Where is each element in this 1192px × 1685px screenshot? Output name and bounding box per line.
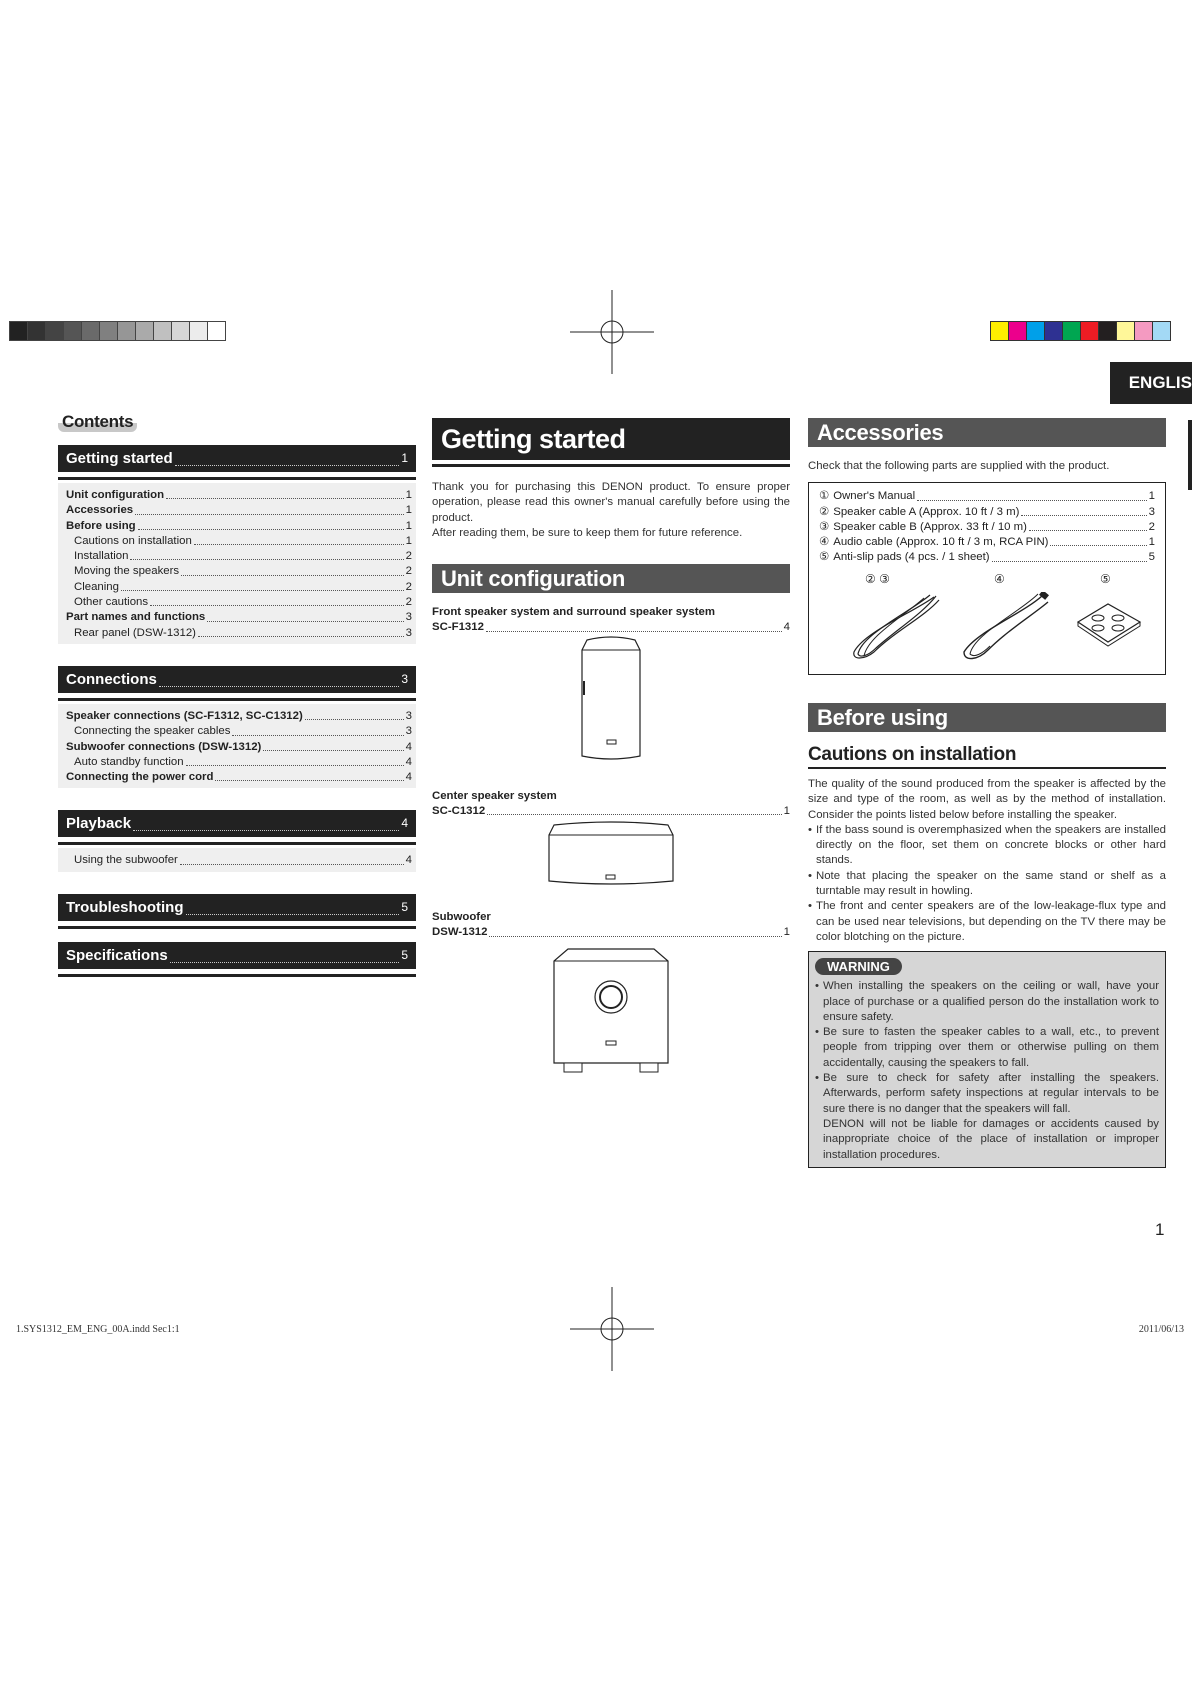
bullet-icon: • <box>808 869 812 882</box>
toc-page-number: 4 <box>405 854 412 867</box>
toc-item[interactable] <box>66 519 412 534</box>
dot-leader <box>181 575 404 576</box>
figure-label: ⑤ <box>1100 571 1111 586</box>
cautions-list <box>808 823 1166 945</box>
toc-section-heading[interactable] <box>58 942 416 974</box>
toc-item[interactable] <box>66 534 412 549</box>
registration-crosshair-icon <box>570 1287 654 1371</box>
color-swatch <box>990 321 1009 341</box>
toc-item[interactable] <box>66 755 412 770</box>
color-swatch <box>1080 321 1099 341</box>
dot-leader <box>180 864 404 865</box>
cautions-intro: The quality of the sound produced from the speaker is affected by the size and type of the room, as well as by the method of installation. Consider the points listed below before installing the speaker. <box>808 778 1166 821</box>
toc-item[interactable] <box>66 549 412 564</box>
unit-title: Subwoofer <box>432 911 491 924</box>
gray-swatch <box>99 321 118 341</box>
toc-item[interactable] <box>66 488 412 503</box>
accessory-number: ⑤ <box>819 551 830 564</box>
toc-page-number: 4 <box>405 771 412 784</box>
before-using-heading: Before using <box>808 703 1166 732</box>
accessory-label: Owner's Manual <box>833 490 916 503</box>
color-swatch <box>1062 321 1081 341</box>
accessory-label: Speaker cable B (Approx. 33 ft / 10 m) <box>833 520 1027 533</box>
warning-bullet <box>815 979 1159 1025</box>
unit-title: Front speaker system and surround speaker system <box>432 606 715 618</box>
dot-leader <box>186 900 400 915</box>
dot-leader <box>263 750 403 751</box>
dot-leader <box>215 780 403 781</box>
gray-swatch <box>135 321 154 341</box>
toc-section <box>58 894 416 926</box>
toc-section-label: Playback <box>66 815 132 833</box>
unit-model: DSW-1312 <box>432 926 488 939</box>
caution-bullet <box>808 823 1166 869</box>
toc-item-label: Cleaning <box>74 580 119 593</box>
caution-text: Note that placing the speaker on the same stand or shelf as a turntable may result in howling. <box>816 869 1166 898</box>
accessories-intro: Check that the following parts are supplied with the product. <box>808 460 1110 472</box>
gray-swatch <box>81 321 100 341</box>
side-tab-marker <box>1188 420 1192 490</box>
unit-qty: 1 <box>783 804 790 817</box>
getting-started-heading: Getting started <box>432 418 790 464</box>
toc-page-number: 2 <box>405 596 412 609</box>
dot-leader <box>198 636 404 637</box>
toc-section <box>58 942 416 974</box>
dot-leader <box>917 500 1146 501</box>
toc-item[interactable] <box>66 564 412 579</box>
dot-leader <box>1050 545 1146 546</box>
speaker-cable-icon <box>844 592 944 664</box>
toc-page-number: 4 <box>401 816 408 831</box>
toc-page-number: 5 <box>401 947 408 962</box>
color-swatch <box>1134 321 1153 341</box>
toc-page-number: 1 <box>405 504 412 517</box>
accessories-figure <box>819 572 1155 668</box>
toc-item-label: Unit configuration <box>66 489 165 501</box>
gray-swatch <box>153 321 172 341</box>
unit-configuration-section <box>432 564 790 1086</box>
toc-page-number: 3 <box>405 611 412 624</box>
toc-item[interactable] <box>66 580 412 595</box>
accessories-heading: Accessories <box>808 418 1166 447</box>
dot-leader <box>121 590 404 591</box>
dot-leader <box>170 948 400 963</box>
dot-leader <box>133 816 399 831</box>
toc-item-label: Moving the speakers <box>74 565 180 578</box>
accessory-label: Anti-slip pads (4 pcs. / 1 sheet) <box>833 551 990 564</box>
toc-item-label: Connecting the speaker cables <box>74 725 231 738</box>
toc-section <box>58 445 416 644</box>
accessories-list <box>808 482 1166 674</box>
accessory-number: ① <box>819 490 830 503</box>
toc-page-number: 3 <box>405 709 412 722</box>
intro-paragraph: Thank you for purchasing this DENON product. To ensure proper operation, please read this owner's manual carefully before using the product. <box>432 481 790 524</box>
caution-bullet <box>808 899 1166 945</box>
accessory-number: ② <box>819 505 830 518</box>
warning-badge: WARNING <box>815 958 902 975</box>
caution-text: If the bass sound is overemphasized when the speakers are installed directly on the floor, set them on concrete blocks or other hard stands. <box>816 823 1166 867</box>
toc-page-number: 4 <box>405 755 412 768</box>
toc-page-number: 3 <box>405 725 412 738</box>
gray-swatch <box>171 321 190 341</box>
bullet-icon: • <box>808 823 812 836</box>
unit-row <box>432 620 790 635</box>
color-swatch <box>1098 321 1117 341</box>
caution-bullet <box>808 869 1166 900</box>
toc-item[interactable] <box>66 853 412 868</box>
warning-text: When installing the speakers on the ceiling or wall, have your place of purchase or a qualified person do the installation work to ensure safety. <box>823 980 1159 1023</box>
unit-subwoofer <box>432 910 790 1086</box>
unit-model: SC-F1312 <box>432 621 484 634</box>
accessory-number: ④ <box>819 536 830 549</box>
dot-leader <box>1021 515 1146 516</box>
contents-title: Contents <box>58 412 137 432</box>
toc-item[interactable] <box>66 610 412 625</box>
toc-page-number: 4 <box>405 740 412 753</box>
toc-page-number: 1 <box>401 451 408 465</box>
toc-item-label: Accessories <box>66 504 134 517</box>
accessory-qty: 5 <box>1148 551 1155 564</box>
toc-page-number: 3 <box>401 671 408 686</box>
unit-configuration-heading: Unit configuration <box>432 564 790 593</box>
toc-item[interactable] <box>66 740 412 755</box>
accessory-item <box>819 550 1155 565</box>
accessory-label: Speaker cable A (Approx. 10 ft / 3 m) <box>833 505 1020 518</box>
toc-section-label: Connections <box>66 670 157 688</box>
toc-page-number: 1 <box>405 489 412 501</box>
toc-section-items <box>58 483 416 644</box>
unit-model: SC-C1312 <box>432 804 486 817</box>
toc-item-label: Part names and functions <box>66 611 206 624</box>
dot-leader <box>305 719 404 720</box>
color-swatch <box>1044 321 1063 341</box>
audio-cable-icon <box>954 592 1054 664</box>
gray-swatch <box>27 321 46 341</box>
gray-calibration-bar <box>9 321 225 341</box>
toc-item[interactable] <box>66 709 412 724</box>
front-speaker-icon <box>432 636 790 766</box>
bullet-icon: • <box>815 1072 819 1085</box>
toc-section-heading[interactable] <box>58 810 416 842</box>
warning-text: Be sure to fasten the speaker cables to a wall, etc., to prevent people from tripping over them or otherwise pulling on them accidentally, causing the speakers to fall. <box>823 1026 1159 1069</box>
toc-section-label: Getting started <box>66 450 173 467</box>
intro-paragraph-2: After reading them, be sure to keep them for future reference. <box>432 526 743 539</box>
unit-front-speaker <box>432 605 790 771</box>
before-using-section <box>808 703 1166 1168</box>
registration-crosshair-icon <box>570 290 654 374</box>
accessory-qty: 1 <box>1148 536 1155 549</box>
dot-leader <box>175 451 400 466</box>
toc-item-label: Cautions on installation <box>74 534 192 547</box>
accessory-label: Audio cable (Approx. 10 ft / 3 m, RCA PIN) <box>833 536 1049 549</box>
dot-leader <box>166 498 404 499</box>
toc-item[interactable] <box>66 626 412 641</box>
toc-section-heading[interactable] <box>58 666 416 698</box>
color-swatch <box>1026 321 1045 341</box>
toc-item-label: Before using <box>66 519 136 532</box>
accessory-number: ③ <box>819 520 830 533</box>
toc-item[interactable] <box>66 724 412 739</box>
bullet-icon: • <box>808 900 812 913</box>
unit-center-speaker <box>432 789 790 897</box>
color-calibration-bar <box>990 321 1170 341</box>
toc-page-number: 1 <box>405 519 412 532</box>
getting-started-section <box>432 418 790 541</box>
toc-item-label: Rear panel (DSW-1312) <box>74 626 196 639</box>
anti-slip-pads-icon <box>1074 600 1144 650</box>
toc-item[interactable] <box>66 770 412 785</box>
unit-title: Center speaker system <box>432 789 557 802</box>
color-swatch <box>1152 321 1171 341</box>
toc-section-items <box>58 848 416 871</box>
dot-leader <box>992 561 1147 562</box>
toc-page-number: 2 <box>405 580 412 593</box>
warning-note: DENON will not be liable for damages or accidents caused by inappropriate choice of the place of installation or improper installation procedures. <box>823 1117 1159 1161</box>
gray-swatch <box>9 321 28 341</box>
warning-bullet <box>815 1025 1159 1071</box>
cautions-heading: Cautions on installation <box>808 744 1166 769</box>
unit-qty: 1 <box>783 926 790 939</box>
toc-section <box>58 666 416 788</box>
toc-page-number: 2 <box>405 565 412 578</box>
toc-page-number: 5 <box>401 899 408 914</box>
toc-page-number: 1 <box>405 534 412 547</box>
warning-box <box>808 951 1166 1168</box>
accessory-qty: 2 <box>1148 520 1155 533</box>
dot-leader <box>135 514 404 515</box>
toc-page-number: 3 <box>405 626 412 639</box>
toc-item-label: Using the subwoofer <box>74 854 178 867</box>
bullet-icon: • <box>815 1026 819 1039</box>
toc-section-label: Troubleshooting <box>66 898 184 916</box>
toc-section-heading[interactable] <box>58 894 416 926</box>
accessory-item <box>819 489 1155 504</box>
gray-swatch <box>189 321 208 341</box>
toc-item[interactable] <box>66 503 412 518</box>
figure-label: ② ③ <box>865 571 890 586</box>
toc-page-number: 2 <box>405 550 412 563</box>
gray-swatch <box>117 321 136 341</box>
toc-item-label: Auto standby function <box>74 755 184 768</box>
accessories-section <box>808 418 1166 675</box>
dot-leader <box>232 735 403 736</box>
unit-row <box>432 804 790 819</box>
dot-leader <box>159 672 399 687</box>
bullet-icon: • <box>815 980 819 993</box>
dot-leader <box>207 621 403 622</box>
accessory-item <box>819 505 1155 520</box>
color-swatch <box>1008 321 1027 341</box>
accessory-qty: 3 <box>1148 505 1155 518</box>
accessory-item <box>819 535 1155 550</box>
caution-text: The front and center speakers are of the low-leakage-flux type and can be used near televisions, but depending on the TV there may be color blotching on the picture. <box>816 900 1166 943</box>
toc-section-items <box>58 704 416 788</box>
toc-item-label: Subwoofer connections (DSW-1312) <box>66 740 262 753</box>
warning-text: Be sure to check for safety after installing the speakers. Afterwards, perform safety inspections at regular intervals to be sure there is no danger that the speakers will fall. <box>823 1072 1159 1115</box>
dot-leader <box>186 765 404 766</box>
warning-bullet <box>815 1071 1159 1117</box>
gray-swatch <box>207 321 226 341</box>
unit-row <box>432 925 790 940</box>
center-speaker-icon <box>432 819 790 891</box>
dot-leader <box>150 605 404 606</box>
toc-item-label: Connecting the power cord <box>66 771 214 784</box>
accessory-qty: 1 <box>1148 490 1155 503</box>
toc-section-label: Specifications <box>66 946 168 964</box>
subwoofer-icon <box>432 941 790 1081</box>
footer-filename: 1.SYS1312_EM_ENG_00A.indd Sec1:1 <box>16 1324 180 1335</box>
gray-swatch <box>45 321 64 341</box>
color-swatch <box>1116 321 1135 341</box>
toc-item-label: Installation <box>74 550 129 563</box>
gray-swatch <box>63 321 82 341</box>
page-number: 1 <box>1155 1220 1165 1239</box>
language-tab: ENGLIS <box>1110 362 1192 404</box>
dot-leader <box>194 544 404 545</box>
toc-item-label: Speaker connections (SC-F1312, SC-C1312) <box>66 709 303 722</box>
dot-leader <box>1029 530 1147 531</box>
unit-qty: 4 <box>783 621 790 634</box>
dot-leader <box>138 529 404 530</box>
figure-label: ④ <box>994 571 1005 586</box>
dot-leader <box>130 559 403 560</box>
toc-item[interactable] <box>66 595 412 610</box>
footer-date: 2011/06/13 <box>1138 1324 1184 1335</box>
toc-section-heading[interactable] <box>58 445 416 477</box>
accessory-item <box>819 520 1155 535</box>
toc-item-label: Other cautions <box>74 596 149 609</box>
toc-section <box>58 810 416 871</box>
table-of-contents <box>58 445 416 990</box>
